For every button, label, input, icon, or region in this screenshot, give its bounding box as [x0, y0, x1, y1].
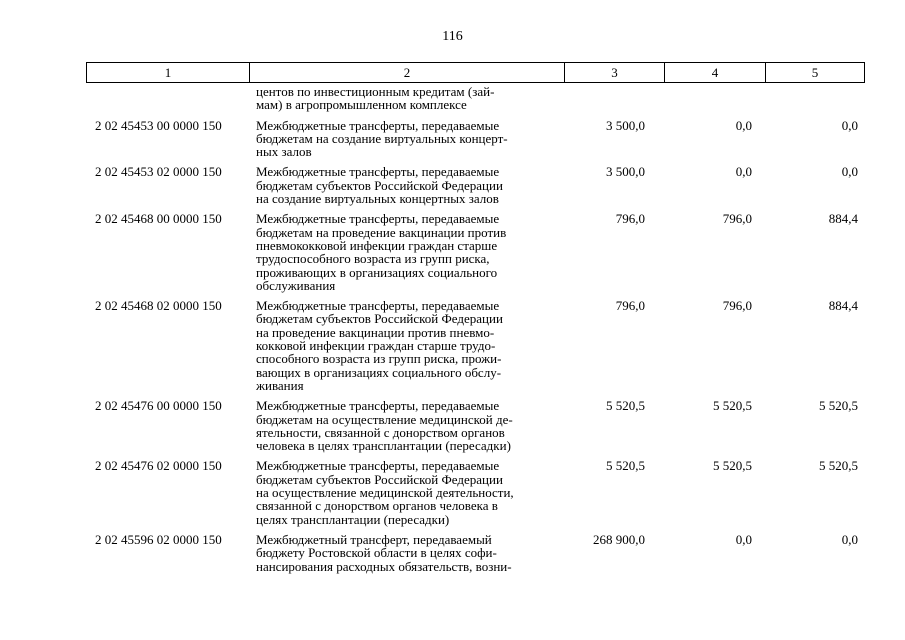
- table-row: [86, 212, 865, 292]
- row-value-5: 5 520,5: [819, 398, 858, 414]
- row-value-4: 0,0: [735, 164, 752, 180]
- header-col-2: 2: [250, 63, 565, 82]
- row-value-5: 884,4: [828, 211, 858, 227]
- row-value-3: 796,0: [615, 211, 645, 227]
- row-name: Межбюджетные трансферты, передаваемые бюджетам на проведение вакцинации против пневмококковой инфекции граждан старше трудоспособного возраста из групп риска, проживающих в организациях социального обслуживания: [256, 211, 507, 293]
- table-row: [86, 533, 865, 573]
- header-col-1: 1: [87, 63, 250, 82]
- table-row: [86, 299, 865, 392]
- row-name: Межбюджетные трансферты, передаваемые бюджетам на осуществление медицинской де- ятельности, связанной с донорством органов человека в целях трансплантации (пересадки): [256, 398, 513, 454]
- row-value-4: 5 520,5: [713, 398, 752, 414]
- row-name: Межбюджетный трансферт, передаваемый бюджету Ростовской области в целях софи- нансирования расходных обязательств, возни-: [256, 531, 512, 574]
- row-value-3: 268 900,0: [593, 531, 645, 547]
- row-name: Межбюджетные трансферты, передаваемые бюджетам на создание виртуальных концерт- ных залов: [256, 117, 508, 160]
- table-row: [86, 165, 865, 205]
- row-value-5: 5 520,5: [819, 458, 858, 474]
- row-name: Межбюджетные трансферты, передаваемые бюджетам субъектов Российской Федерации на создание виртуальных концертных залов: [256, 164, 503, 207]
- row-value-5: 0,0: [841, 164, 858, 180]
- table-body: [86, 85, 865, 573]
- table-row: [86, 85, 865, 112]
- row-value-4: 5 520,5: [713, 458, 752, 474]
- row-code: 2 02 45476 02 0000 150: [95, 458, 222, 474]
- row-value-3: [559, 85, 659, 112]
- row-code: [86, 85, 256, 112]
- row-value-4: 796,0: [722, 298, 752, 314]
- row-value-4: 796,0: [722, 211, 752, 227]
- row-code: 2 02 45596 02 0000 150: [95, 531, 222, 547]
- row-value-3: 5 520,5: [606, 458, 645, 474]
- table-row: [86, 459, 865, 525]
- row-code: 2 02 45468 00 0000 150: [95, 211, 222, 227]
- header-col-4: 4: [665, 63, 766, 82]
- row-name: центов по инвестиционным кредитам (зай- мам) в агропромышленном комплексе: [256, 84, 495, 113]
- row-value-3: 3 500,0: [606, 117, 645, 133]
- header-col-5: 5: [811, 65, 819, 80]
- page-number: 116: [442, 29, 463, 44]
- row-code: 2 02 45453 02 0000 150: [95, 164, 222, 180]
- header-col-3: 3: [565, 63, 665, 82]
- row-value-3: 796,0: [615, 298, 645, 314]
- row-value-5: [759, 85, 865, 112]
- table-row: [86, 399, 865, 452]
- row-name: Межбюджетные трансферты, передаваемые бюджетам субъектов Российской Федерации на осуществление медицинской деятельности, связанной с донорством органов человека в целях трансплантации (пересадки): [256, 458, 514, 527]
- row-value-4: 0,0: [735, 117, 752, 133]
- table-header: [86, 62, 865, 83]
- row-code: 2 02 45476 00 0000 150: [95, 398, 222, 414]
- row-code: 2 02 45468 02 0000 150: [95, 298, 222, 314]
- row-value-5: 884,4: [828, 298, 858, 314]
- row-value-3: 5 520,5: [606, 398, 645, 414]
- row-value-3: 3 500,0: [606, 164, 645, 180]
- row-value-5: 0,0: [841, 531, 858, 547]
- table-row: [86, 119, 865, 159]
- row-value-5: 0,0: [841, 117, 858, 133]
- row-code: 2 02 45453 00 0000 150: [95, 117, 222, 133]
- row-name: Межбюджетные трансферты, передаваемые бюджетам субъектов Российской Федерации на проведение вакцинации против пневмо- кокковой инфекции граждан старше трудо- способного возраста из групп риска, прожи- вающих в организациях социального обслу- живания: [256, 298, 503, 393]
- row-value-4: 0,0: [735, 531, 752, 547]
- row-value-4: [659, 85, 759, 112]
